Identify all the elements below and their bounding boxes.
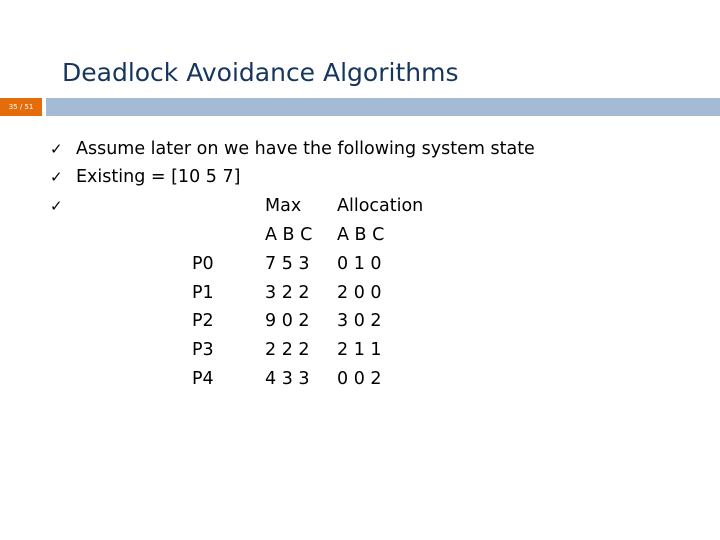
process-label: P4 bbox=[192, 369, 214, 389]
max-values: 7 5 3 bbox=[265, 254, 310, 274]
bullet-item bbox=[50, 194, 76, 218]
bullet-item bbox=[50, 137, 535, 161]
slide-number: 35 / 51 bbox=[8, 103, 34, 111]
allocation-values: 0 0 2 bbox=[337, 369, 382, 389]
max-values: 2 2 2 bbox=[265, 340, 310, 360]
bullet-text: Existing = [10 5 7] bbox=[76, 167, 241, 187]
allocation-values: 0 1 0 bbox=[337, 254, 382, 274]
max-values: 3 2 2 bbox=[265, 283, 310, 303]
max-values: 4 3 3 bbox=[265, 369, 310, 389]
checkmark-icon: ✓ bbox=[50, 197, 63, 215]
max-header: Max bbox=[265, 196, 302, 216]
allocation-header: Allocation bbox=[337, 196, 424, 216]
max-values: 9 0 2 bbox=[265, 311, 310, 331]
process-label: P0 bbox=[192, 254, 214, 274]
header-bar bbox=[46, 98, 720, 116]
allocation-values: 3 0 2 bbox=[337, 311, 382, 331]
allocation-subheader: A B C bbox=[337, 225, 385, 245]
bullet-item bbox=[50, 165, 240, 189]
allocation-values: 2 1 1 bbox=[337, 340, 382, 360]
process-label: P1 bbox=[192, 283, 214, 303]
checkmark-icon: ✓ bbox=[50, 140, 63, 158]
bullet-text: Assume later on we have the following system state bbox=[76, 139, 535, 159]
process-label: P3 bbox=[192, 340, 214, 360]
checkmark-icon: ✓ bbox=[50, 168, 63, 186]
allocation-values: 2 0 0 bbox=[337, 283, 382, 303]
max-subheader: A B C bbox=[265, 225, 313, 245]
slide-title: Deadlock Avoidance Algorithms bbox=[62, 58, 459, 87]
process-label: P2 bbox=[192, 311, 214, 331]
